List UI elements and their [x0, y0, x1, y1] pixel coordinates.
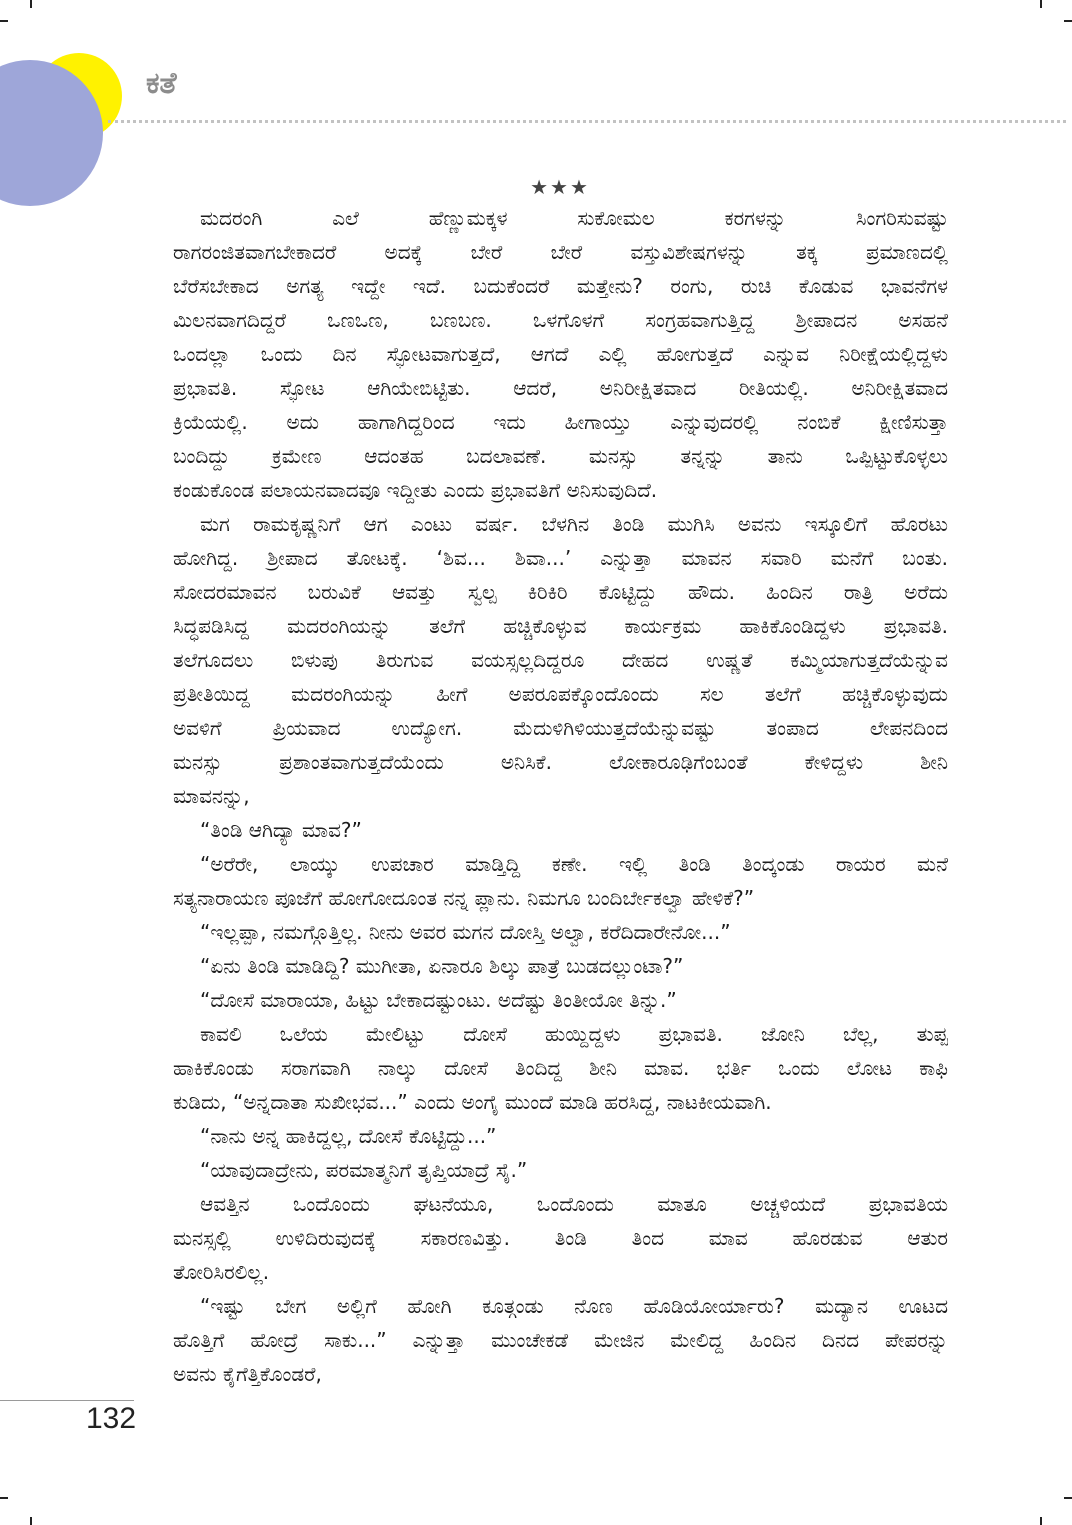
text-line: ತೋರಿಸಿರಲಿಲ್ಲ.: [173, 1260, 270, 1284]
page-number-rule: [0, 1400, 134, 1401]
text-line: ಹೋಗಿದ್ದ. ಶ್ರೀಪಾದ ತೋಟಕ್ಕೆ. ‘ಶಿವ... ಶಿವಾ...’ ಎನ್ನುತ್ತಾ ಮಾವನ ಸವಾರಿ ಮನೆಗೆ ಬಂತು.: [173, 546, 948, 570]
dotted-divider: [108, 120, 1066, 123]
text-line: ಸೋದರಮಾವನ ಬರುವಿಕೆ ಆವತ್ತು ಸ್ವಲ್ಪ ಕಿರಿಕಿರಿ ಕೊಟ್ಟಿದ್ದು ಹೌದು. ಹಿಂದಿನ ರಾತ್ರಿ ಅರೆದು: [173, 580, 948, 604]
section-title: ಕತೆ: [146, 66, 177, 101]
page-number: 132: [86, 1402, 137, 1435]
text-line: ಅವನು ಕೈಗೆತ್ತಿಕೊಂಡರೆ,: [173, 1362, 322, 1386]
crop-mark: [1064, 1497, 1072, 1499]
crop-mark: [30, 0, 32, 8]
text-line: ಕುಡಿದು, “ಅನ್ನದಾತಾ ಸುಖೀಭವ...” ಎಂದು ಅಂಗೈ ಮುಂದೆ ಮಾಡಿ ಹರಸಿದ್ದ, ನಾಟಕೀಯವಾಗಿ.: [173, 1090, 772, 1114]
text-line: ತಲೆಗೂದಲು ಬಿಳುಪು ತಿರುಗುವ ವಯಸ್ಸಲ್ಲದಿದ್ದರೂ ದೇಹದ ಉಷ್ಣತೆ ಕಮ್ಮಿಯಾಗುತ್ತದೆಯೆನ್ನುವ: [173, 648, 948, 672]
crop-mark: [0, 20, 8, 22]
text-line: ಹಾಕಿಕೊಂಡು ಸರಾಗವಾಗಿ ನಾಲ್ಕು ದೋಸೆ ತಿಂದಿದ್ದ ಶೀನಿ ಮಾವ. ಭರ್ತಿ ಒಂದು ಲೋಟ ಕಾಫಿ: [173, 1056, 948, 1080]
paragraph-first-line: “ಇಲ್ಲಪ್ಪಾ, ನಮಗ್ಗೊತ್ತಿಲ್ಲ. ನೀನು ಅವರ ಮಗನ ದೋಸ್ತಿ ಅಲ್ವಾ, ಕರೆದಿದಾರೇನೋ...”: [200, 920, 731, 944]
story-body: [173, 201, 948, 1391]
crop-mark: [1040, 1517, 1042, 1525]
scene-break-stars: ★★★: [530, 175, 590, 199]
text-line: ಮಾವನನ್ನು,: [173, 784, 250, 808]
paragraph-first-line: ಮದರಂಗಿ ಎಲೆ ಹೆಣ್ಣುಮಕ್ಕಳ ಸುಕೋಮಲ ಕರಗಳನ್ನು ಸಿಂಗರಿಸುವಷ್ಟು: [200, 206, 948, 230]
paragraph-first-line: ಮಗ ರಾಮಕೃಷ್ಣನಿಗೆ ಆಗ ಎಂಟು ವರ್ಷ. ಬೆಳಗಿನ ತಿಂಡಿ ಮುಗಿಸಿ ಅವನು ಇಸ್ಕೂಲಿಗೆ ಹೊರಟು: [200, 512, 948, 536]
text-line: ಪ್ರಭಾವತಿ. ಸ್ಫೋಟ ಆಗಿಯೇಬಿಟ್ಟಿತು. ಆದರೆ, ಅನಿರೀಕ್ಷಿತವಾದ ರೀತಿಯಲ್ಲಿ. ಅನಿರೀಕ್ಷಿತವಾದ: [173, 376, 948, 400]
paragraph-first-line: “ಇಷ್ಟು ಬೇಗ ಅಲ್ಲಿಗೆ ಹೋಗಿ ಕೂತ್ಗಂಡು ನೊಣ ಹೊಡಿಯೋರ್ಯಾರು? ಮದ್ಯಾನ ಊಟದ: [200, 1294, 948, 1318]
text-line: ಬಂದಿದ್ದು ಕ್ರಮೇಣ ಆದಂತಹ ಬದಲಾವಣೆ. ಮನಸ್ಸು ತನ್ನನ್ನು ತಾನು ಒಪ್ಪಿಟ್ಟುಕೊಳ್ಳಲು: [173, 444, 948, 468]
paragraph-first-line: “ಅರೆರೇ, ಲಾಯ್ಕು ಉಪಚಾರ ಮಾಡ್ತಿದ್ದಿ ಕಣೇ. ಇಲ್ಲಿ ತಿಂಡಿ ತಿಂದ್ಕಂಡು ರಾಯರ ಮನೆ: [200, 852, 948, 876]
text-line: ಮಿಲನವಾಗದಿದ್ದರೆ ಒಣಒಣ, ಬಣಬಣ. ಒಳಗೊಳಗೆ ಸಂಗ್ರಹವಾಗುತ್ತಿದ್ದ ಶ್ರೀಪಾದನ ಅಸಹನೆ: [173, 308, 948, 332]
text-line: ಬೆರೆಸಬೇಕಾದ ಅಗತ್ಯ ಇದ್ದೇ ಇದೆ. ಬದುಕೆಂದರೆ ಮತ್ತೇನು? ರಂಗು, ರುಚಿ ಕೊಡುವ ಭಾವನೆಗಳ: [173, 274, 948, 298]
paragraph-first-line: “ನಾನು ಅನ್ನ ಹಾಕಿದ್ದಲ್ಲ, ದೋಸೆ ಕೊಟ್ಟಿದ್ದು...”: [200, 1124, 497, 1148]
text-line: ಸಿದ್ಧಪಡಿಸಿದ್ದ ಮದರಂಗಿಯನ್ನು ತಲೆಗೆ ಹಚ್ಚಿಕೊಳ್ಳುವ ಕಾರ್ಯಕ್ರಮ ಹಾಕಿಕೊಂಡಿದ್ದಳು ಪ್ರಭಾವತಿ.: [173, 614, 948, 638]
text-line: ಒಂದಲ್ಲಾ ಒಂದು ದಿನ ಸ್ಫೋಟವಾಗುತ್ತದೆ, ಆಗದೆ ಎಲ್ಲಿ ಹೋಗುತ್ತದೆ ಎನ್ನುವ ನಿರೀಕ್ಷೆಯಲ್ಲಿದ್ದಳು: [173, 342, 948, 366]
text-line: ಮನಸ್ಸು ಪ್ರಶಾಂತವಾಗುತ್ತದೆಯೆಂದು ಅನಿಸಿಕೆ. ಲೋಕಾರೂಢಿಗೆಂಬಂತೆ ಕೇಳಿದ್ದಳು ಶೀನಿ: [173, 750, 948, 774]
text-line: ಅವಳಿಗೆ ಪ್ರಿಯವಾದ ಉದ್ಯೋಗ. ಮೆದುಳಿಗಿಳಿಯುತ್ತದೆಯೆನ್ನುವಷ್ಟು ತಂಪಾದ ಲೇಪನದಿಂದ: [173, 716, 948, 740]
paragraph-first-line: “ದೋಸೆ ಮಾರಾಯಾ, ಹಿಟ್ಟು ಬೇಕಾದಷ್ಟುಂಟು. ಅದೆಷ್ಟು ತಿಂತೀಯೋ ತಿನ್ನು.”: [200, 988, 677, 1012]
text-line: ಹೊತ್ತಿಗೆ ಹೋದ್ರೆ ಸಾಕು...” ಎನ್ನುತ್ತಾ ಮುಂಚೇಕಡೆ ಮೇಜಿನ ಮೇಲಿದ್ದ ಹಿಂದಿನ ದಿನದ ಪೇಪರನ್ನು: [173, 1328, 948, 1352]
text-line: ಮನಸ್ಸಲ್ಲಿ ಉಳಿದಿರುವುದಕ್ಕೆ ಸಕಾರಣವಿತ್ತು. ತಿಂಡಿ ತಿಂದ ಮಾವ ಹೊರಡುವ ಆತುರ: [173, 1226, 948, 1250]
crop-mark: [30, 1517, 32, 1525]
crop-mark: [1040, 0, 1042, 8]
text-line: ರಾಗರಂಜಿತವಾಗಬೇಕಾದರೆ ಅದಕ್ಕೆ ಬೇರೆ ಬೇರೆ ವಸ್ತುವಿಶೇಷಗಳನ್ನು ತಕ್ಕ ಪ್ರಮಾಣದಲ್ಲಿ: [173, 240, 948, 264]
text-line: ಕಂಡುಕೊಂಡ ಪಲಾಯನವಾದವೂ ಇದ್ದೀತು ಎಂದು ಪ್ರಭಾವತಿಗೆ ಅನಿಸುವುದಿದೆ.: [173, 478, 658, 502]
paragraph-first-line: “ತಿಂಡಿ ಆಗಿದ್ಯಾ ಮಾವ?”: [200, 818, 362, 842]
paragraph-first-line: ಕಾವಲಿ ಒಲೆಯ ಮೇಲಿಟ್ಟು ದೋಸೆ ಹುಯ್ದಿದ್ದಳು ಪ್ರಭಾವತಿ. ಜೋನಿ ಬೆಲ್ಲ, ತುಪ್ಪ: [200, 1022, 948, 1046]
paragraph-first-line: “ಏನು ತಿಂಡಿ ಮಾಡಿದ್ದಿ? ಮುಗೀತಾ, ಏನಾರೂ ಶಿಲ್ಕು ಪಾತ್ರೆ ಬುಡದಲ್ಲುಂಟಾ?”: [200, 954, 684, 978]
crop-mark: [1064, 20, 1072, 22]
text-line: ಕ್ರಿಯೆಯಲ್ಲಿ. ಅದು ಹಾಗಾಗಿದ್ದರಿಂದ ಇದು ಹೀಗಾಯ್ತು ಎನ್ನುವುದರಲ್ಲಿ ನಂಬಿಕೆ ಕ್ಷೀಣಿಸುತ್ತಾ: [173, 410, 948, 434]
paragraph-first-line: “ಯಾವುದಾದ್ರೇನು, ಪರಮಾತ್ಮನಿಗೆ ತೃಪ್ತಿಯಾದ್ರೆ ಸೈ.”: [200, 1158, 528, 1182]
text-line: ಸತ್ಯನಾರಾಯಣ ಪೂಜೆಗೆ ಹೋಗೋದೂಂತ ನನ್ನ ಪ್ಲಾನು. ನಿಮಗೂ ಬಂದಿರ್ಬೇಕಲ್ವಾ ಹೇಳಿಕೆ?”: [173, 886, 755, 910]
paragraph-first-line: ಆವತ್ತಿನ ಒಂದೊಂದು ಘಟನೆಯೂ, ಒಂದೊಂದು ಮಾತೂ ಅಚ್ಚಳಿಯದೆ ಪ್ರಭಾವತಿಯ: [200, 1192, 948, 1216]
crop-mark: [0, 1497, 8, 1499]
text-line: ಪ್ರತೀತಿಯಿದ್ದ ಮದರಂಗಿಯನ್ನು ಹೀಗೆ ಅಪರೂಪಕ್ಕೊಂದೊಂದು ಸಲ ತಲೆಗೆ ಹಚ್ಚಿಕೊಳ್ಳುವುದು: [173, 682, 948, 706]
